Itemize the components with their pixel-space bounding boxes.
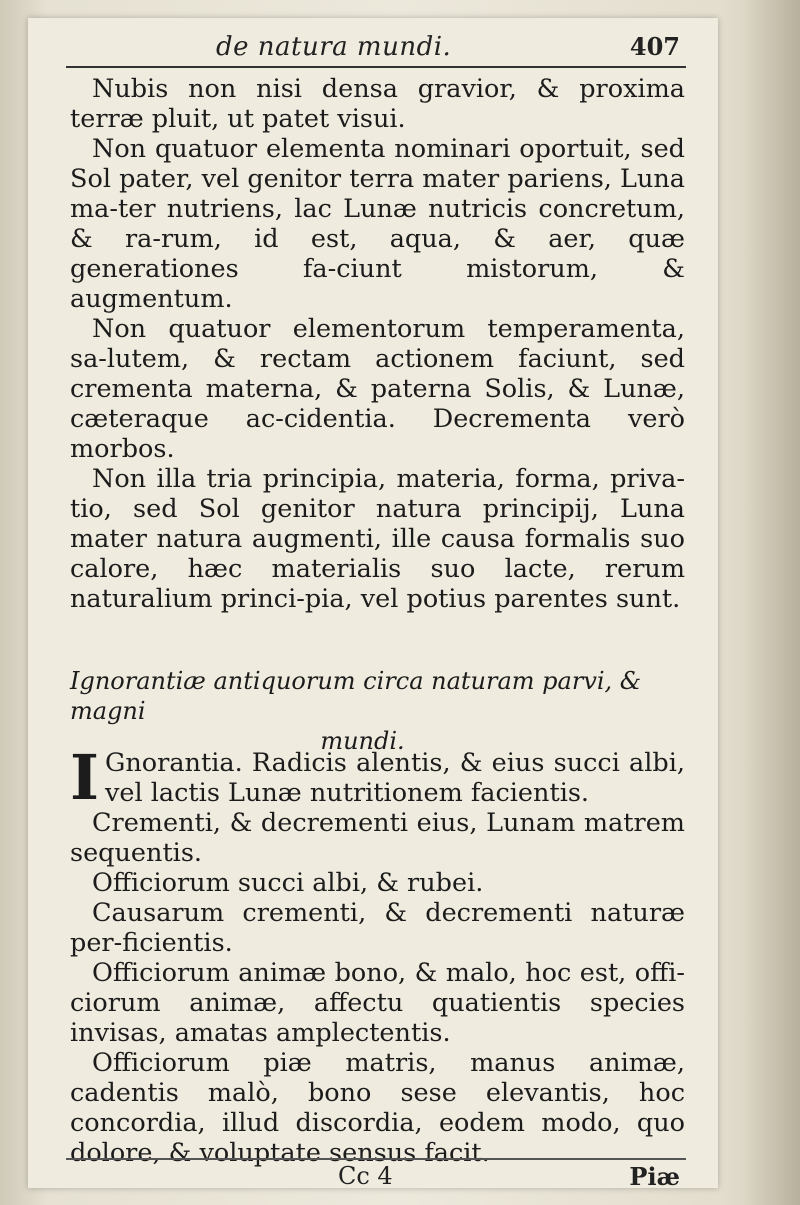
chapter-heading-line-2: mundi. bbox=[320, 727, 405, 755]
paragraph: Officiorum succi albi, & rubei. bbox=[92, 868, 484, 898]
paragraph: Officiorum piæ matris, manus animæ, cadentis malò, bono sese elevantis, hoc concordia, illud discordia, eodem modo, quo dolore, & voluptate sensus facit. bbox=[70, 1048, 685, 1168]
page-number: 407 bbox=[629, 32, 680, 61]
paragraph: Non illa tria principia, materia, forma, priva-tio, sed Sol genitor natura principij, Luna mater natura augmenti, ille causa formalis suo calore, hæc materialis suo lacte, rerum naturalium princi-pia, vel potius parentes sunt. bbox=[70, 464, 685, 614]
first-paragraph-text: Gnorantia. Radicis alentis, & eius succi albi, vel lactis Lunæ nutritionem facientis. bbox=[105, 748, 685, 808]
paragraph: Crementi, & decrementi eius, Lunam matrem sequentis. bbox=[70, 808, 685, 868]
book-page bbox=[28, 18, 718, 1191]
paragraph: Causarum crementi, & decrementi naturæ per-ficientis. bbox=[70, 898, 685, 958]
page-footer bbox=[66, 1158, 686, 1190]
paragraph: Non quatuor elementorum temperamenta, sa-lutem, & rectam actionem faciunt, sed crementa materna, & paterna Solis, & Lunæ, cæteraque ac-cidentia. Decrementa verò morbos. bbox=[70, 314, 685, 464]
running-title: de natura mundi. bbox=[216, 32, 452, 62]
section-one-text bbox=[70, 74, 685, 614]
drop-cap: I bbox=[70, 741, 100, 814]
chapter-heading bbox=[70, 666, 685, 756]
signature-mark: Cc 4 bbox=[338, 1162, 393, 1190]
catchword: Piæ bbox=[629, 1162, 680, 1191]
binding-shadow bbox=[720, 0, 800, 1205]
paragraph: Non quatuor elementa nominari oportuit, sed Sol pater, vel genitor terra mater pariens, Luna ma-ter nutriens, lac Lunæ nutricis concretum, & ra-rum, id est, aqua, & aer, quæ generationes fa-ciunt mistorum, & augmentum. bbox=[70, 134, 685, 314]
paragraph: Officiorum animæ bono, & malo, hoc est, offi-ciorum animæ, affectu quatientis species invisas, amatas amplectentis. bbox=[70, 958, 685, 1048]
page-header bbox=[66, 26, 686, 68]
paragraph: Nubis non nisi densa gravior, & proxima terræ pluit, ut patet visui. bbox=[70, 74, 685, 134]
chapter-heading-line-1: Ignorantiæ antiquorum circa naturam parvi, & magni bbox=[70, 667, 642, 725]
